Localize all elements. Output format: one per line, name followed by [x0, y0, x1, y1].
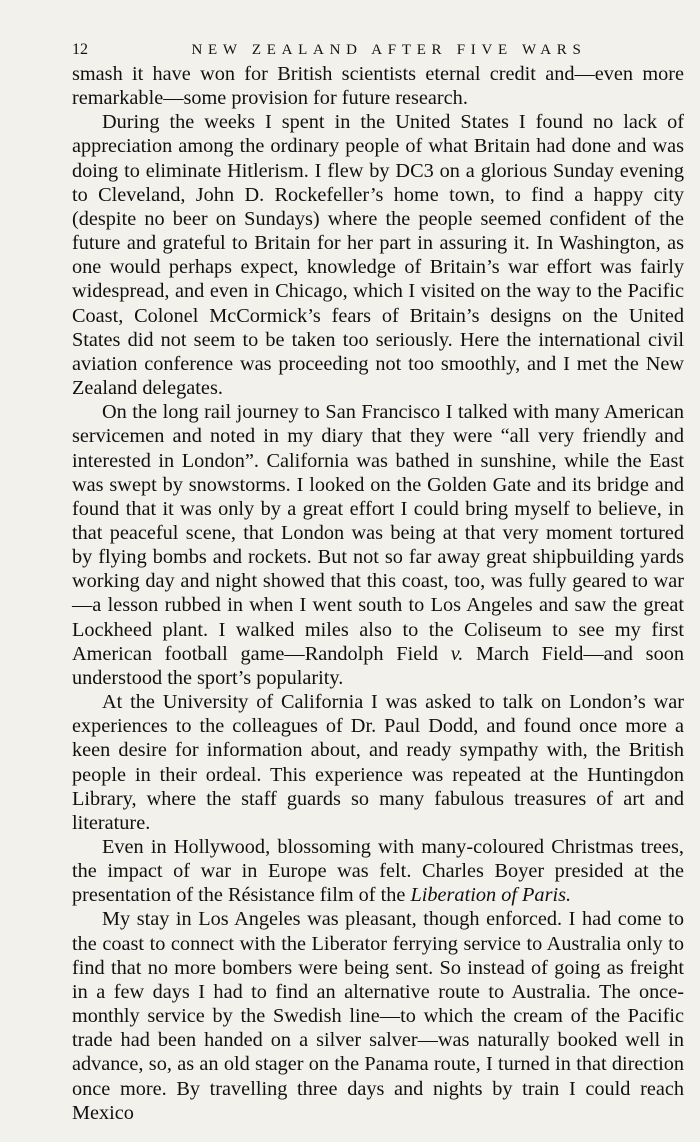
paragraph-text: On the long rail journey to San Francisco I talked with many American servicemen and noted in my diary that they were “all very friendly and interested in London”. California was bathed in sunshine, while the East was swept by snowstorms. I looked on the Golden Gate and its bridge and found that it was only by a great effort I could bring myself to believe, in that peaceful scene, that London was being at that very moment tortured by flying bombs and rockets. But not so far away great shipbuilding yards working day and night showed that this coast, too, was fully geared to war—a lesson rubbed in when I went south to Los Angeles and saw the great Lockheed plant. I walked miles also to the Coliseum to see my first American football game—Randolph Field	[72, 401, 684, 665]
running-head	[72, 38, 684, 62]
paragraph-hollywood	[72, 835, 684, 907]
paragraph-university	[72, 690, 684, 835]
running-title: NEW ZEALAND AFTER FIVE WARS	[191, 42, 587, 58]
paragraph-text: At the University of California I was asked to talk on London’s war experiences to the colleagues of Dr. Paul Dodd, and found once more a keen desire for information about, and ready sympathy with, the British people in their ordeal. This experience was repeated at the Huntingdon Library, where the staff guards so many fabulous treasures of art and literature.	[72, 691, 684, 834]
body-text	[72, 62, 684, 1125]
paragraph-text: My stay in Los Angeles was pleasant, though enforced. I had come to the coast to connect with the Liberator ferrying service to Australia only to find that no more bombers were being sent. So instead of going as freight in a few days I had to find an alternative route to Australia. The once-monthly service by the Swedish line—to which the cream of the Pacific trade had been handed on a silver salver—was naturally booked well in advance, so, as an old stager on the Panama route, I turned in that direction once more. By travelling three days and nights by train I could reach Mexico	[72, 908, 684, 1124]
paragraph-text: Even in Hollywood, blossoming with many-coloured Christmas trees, the impact of war in Europe was felt. Charles Boyer presided at the presentation of the Résistance film of the	[72, 836, 684, 907]
book-page	[72, 38, 684, 1125]
paragraph-san-francisco	[72, 400, 684, 690]
italic-text: v.	[450, 642, 464, 665]
italic-film-title: Liberation of Paris.	[410, 884, 572, 907]
paragraph-text: During the weeks I spent in the United States I found no lack of appreciation among the ordinary people of what Britain had done and was doing to eliminate Hitlerism. I flew by DC3 on a glorious Sunday evening to Cleveland, John D. Rockefeller’s home town, to find a happy city (despite no beer on Sundays) where the people seemed confident of the future and grateful to Britain for her part in assuring it. In Washington, as one would perhaps expect, knowledge of Britain’s war effort was fairly widespread, and even in Chicago, which I visited on the way to the Pacific Coast, Colonel McCormick’s fears of Britain’s designs on the United States did not seem to be taken too seriously. Here the international civil aviation conference was proceeding not too smoothly, and I met the New Zealand delegates.	[72, 111, 684, 400]
paragraph-text: March Field—and soon understood the sport’s popularity.	[72, 642, 684, 689]
paragraph-continued	[72, 62, 684, 110]
paragraph-text: smash it have won for British scientists eternal credit and—even more remarkable—some provision for future research.	[72, 63, 684, 110]
paragraph-united-states	[72, 110, 684, 400]
page-number: 12	[72, 41, 88, 58]
paragraph-los-angeles	[72, 907, 684, 1124]
